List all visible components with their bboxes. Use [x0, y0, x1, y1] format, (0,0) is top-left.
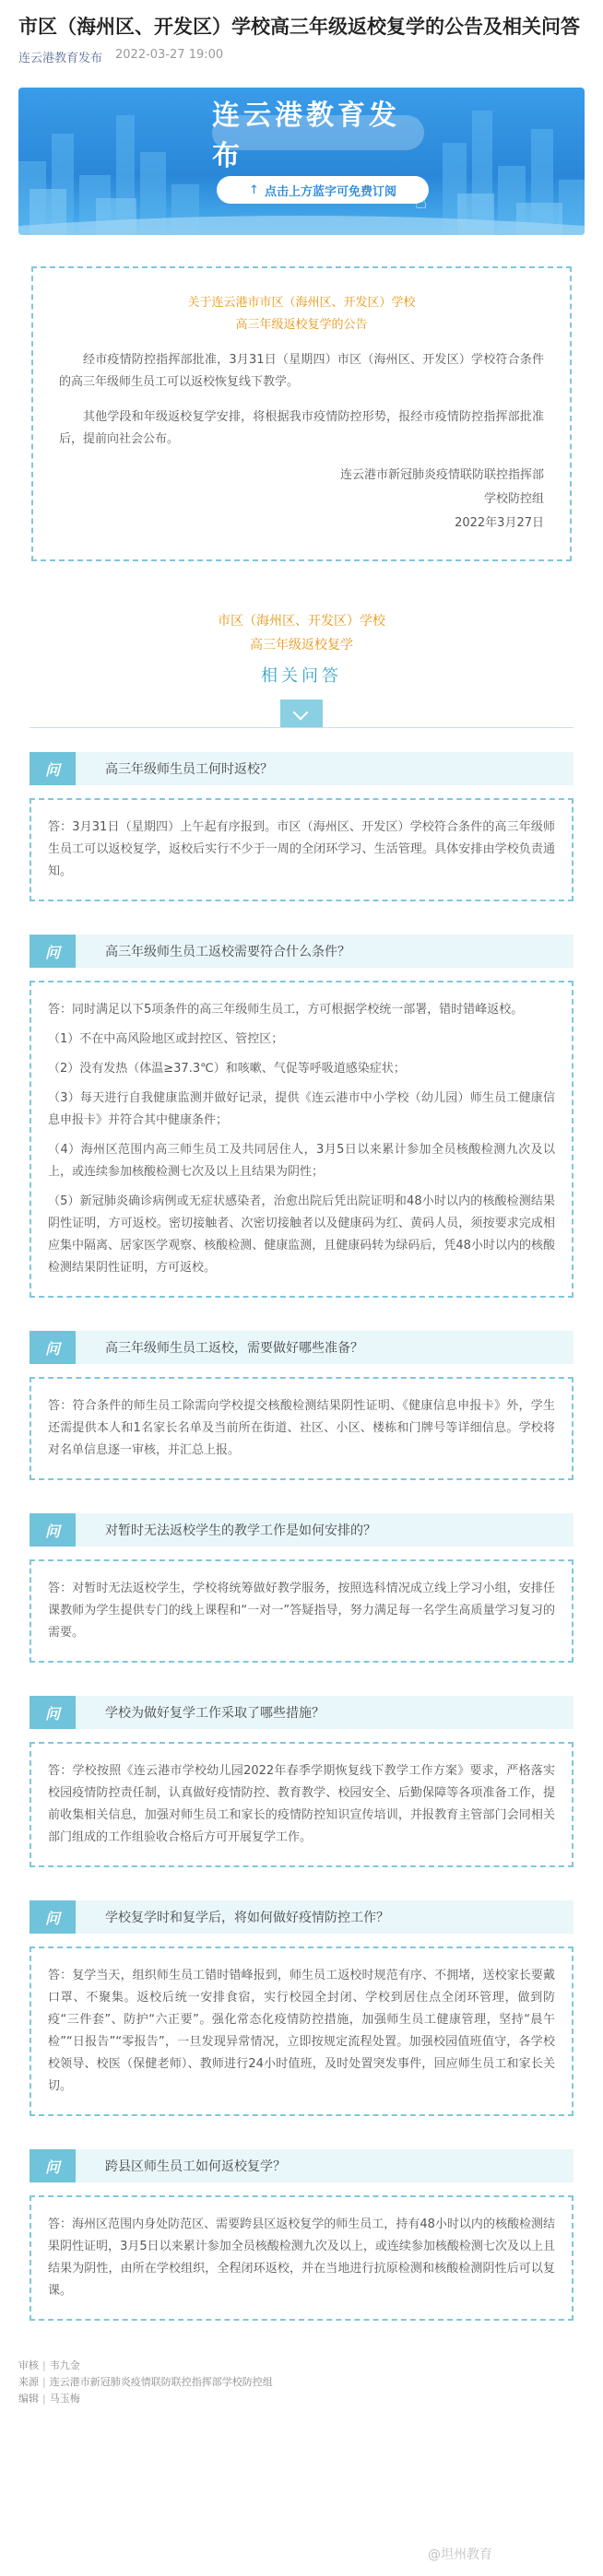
spacer	[18, 901, 585, 935]
qa-heading-title: 相关问答	[261, 666, 342, 686]
question-row	[30, 935, 573, 968]
question-text: 对暂时无法返校学生的教学工作是如何安排的？	[105, 1523, 376, 1538]
answer-box	[30, 1377, 573, 1480]
qa-block	[30, 752, 573, 901]
qa-block	[30, 1696, 573, 1867]
qa-heading	[18, 609, 585, 727]
qa-list	[18, 752, 585, 2321]
subscribe-banner[interactable]	[18, 88, 585, 235]
answer-paragraph: （4）海州区范围内高三师生员工及共同居住人，3月5日以来累计参加全员核酸检测九次及以上，或连续参加核酸检测七次及以上且结果为阴性；	[48, 1143, 555, 1179]
answer-box	[30, 981, 573, 1298]
answer-box	[30, 1742, 573, 1867]
notice-paragraph: 其他学段和年级返校复学安排，将根据我市疫情防控形势，报经市疫情防控指挥部批准后，提前向社会公布。	[59, 410, 544, 446]
question-text: 学校为做好复学工作采取了哪些措施？	[105, 1706, 325, 1721]
answer-paragraph: 答：海州区范围内身处防范区、需要跨县区返校复学的师生员工，持有48小时以内的核酸检测结果阴性证明，3月5日以来累计参加全员核酸检测九次及以上，或连续参加核酸检测七次及以上且结果为阴性，由所在学校组织，全程闭环返校，并在当地进行抗原检测和核酸检测阴性后可以复课。	[48, 2217, 555, 2298]
article-title: 市区（海州区、开发区）学校高三年级返校复学的公告及相关问答	[18, 16, 580, 38]
qa-block	[30, 1331, 573, 1480]
arrow-up-icon: ↑	[249, 182, 259, 197]
notice-paragraph: 经市疫情防控指挥部批准，3月31日（星期四）市区（海州区、开发区）学校符合条件的高三年级师生员工可以返校恢复线下教学。	[59, 353, 544, 389]
publish-date: 2022-03-27 19:00	[115, 48, 224, 62]
answer-paragraph: （5）新冠肺炎确诊病例或无症状感染者，治愈出院后凭出院证明和48小时以内的核酸检测结果阴性证明，方可返校。密切接触者、次密切接触者以及健康码为红、黄码人员，须按要求完成相应集中隔离、居家医学观察、核酸检测、健康监测，且健康码转为绿码后，凭48小时以内的核酸检测结果阴性证明，方可返校。	[48, 1194, 555, 1275]
notice-title-line-2: 高三年级返校复学的公告	[235, 318, 368, 332]
question-row	[30, 1331, 573, 1364]
answer-paragraph: （2）没有发热（体温≥37.3℃）和咳嗽、气促等呼吸道感染症状；	[48, 1062, 406, 1076]
answer-paragraph: 答：学校按照《连云港市学校幼儿园2022年春季学期恢复线下教学工作方案》要求，严格落实校园疫情防控责任制，认真做好疫情防控、教育教学、校园安全、后勤保障等各项准备工作，提前收集相关信息，加强对师生员工和家长的疫情防控知识宣传培训，并报教育主管部门会同相关部门组成的工作组验收合格后方可开展复学工作。	[48, 1764, 555, 1844]
signature-dept: 学校防控组	[483, 492, 544, 506]
footer-editor: 编辑 | 马玉梅	[18, 2393, 80, 2405]
answer-paragraph: 答：3月31日（星期四）上午起有序报到。市区（海州区、开发区）学校符合条件的高三年级师生员工可以返校复学，返校后实行不少于一周的全闭环学习、生活管理。具体安排由学校负责通知。	[48, 820, 555, 878]
qa-block	[30, 1900, 573, 2116]
question-row	[30, 2149, 573, 2182]
question-row	[30, 1513, 573, 1547]
notice-box	[31, 266, 572, 561]
question-badge-icon: 问	[30, 1513, 76, 1547]
answer-paragraph: （1）不在中高风险地区或封控区、管控区；	[48, 1032, 284, 1046]
spacer	[18, 1867, 585, 1900]
question-text: 跨县区师生员工如何返校复学？	[105, 2159, 286, 2174]
answer-paragraph: 答：符合条件的师生员工除需向学校提交核酸检测结果阴性证明、《健康信息申报卡》外，学生还需提供本人和1名家长名单及当前所在街道、社区、小区、楼栋和门牌号等详细信息。学校将对名单信息逐一审核，并汇总上报。	[48, 1399, 555, 1457]
qa-block	[30, 935, 573, 1298]
footer-source: 来源 | 连云港市新冠肺炎疫情联防联控指挥部学校防控组	[18, 2376, 273, 2388]
pointing-hand-icon: ☝	[415, 191, 428, 214]
article-footer	[18, 2358, 585, 2407]
question-badge-icon: 问	[30, 1331, 76, 1364]
qa-block	[30, 2149, 573, 2321]
notice-title-line-1: 关于连云港市市区（海州区、开发区）学校	[187, 296, 416, 310]
question-badge-icon: 问	[30, 1696, 76, 1729]
footer-reviewer: 审核 | 韦九金	[18, 2359, 80, 2371]
question-badge-icon: 问	[30, 1900, 76, 1934]
question-text: 高三年级师生员工返校，需要做好哪些准备？	[105, 1341, 363, 1356]
qa-block	[30, 1513, 573, 1663]
answer-box	[30, 1947, 573, 2116]
watermark: @坦州教育	[428, 2547, 492, 2562]
account-name-link[interactable]: 连云港教育发布	[18, 52, 103, 65]
spacer	[18, 1298, 585, 1331]
question-text: 高三年级师生员工返校需要符合什么条件？	[105, 945, 350, 959]
answer-box	[30, 1559, 573, 1663]
signature-org: 连云港市新冠肺炎疫情联防联控指挥部	[339, 468, 544, 482]
article-meta	[18, 48, 585, 65]
answer-paragraph: 答：复学当天，组织师生员工错时错峰报到，师生员工返校时规范有序、不拥堵，送校家长要戴口罩、不聚集。返校后统一安排食宿，实行校园全封闭、学校到居住点全闭环管理，做到防疫“三件套”、防护“六正要”。强化常态化疫情防控措施，加强师生员工健康管理，坚持“晨午检”“日报告”“零报告”，一旦发现异常情况，立即按规定流程处置。加强校园值班值守，各学校校领导、校医（保健老师）、教师进行24小时值班，及时处置突发事件，回应师生员工和家长关切。	[48, 1969, 555, 2093]
qa-heading-line-1: 市区（海州区、开发区）学校	[218, 614, 385, 629]
answer-paragraph: 答：同时满足以下5项条件的高三年级师生员工，方可根据学校统一部署，错时错峰返校。	[48, 1003, 524, 1017]
question-row	[30, 1900, 573, 1934]
subscribe-text: 点击上方蓝字可免费订阅	[264, 184, 396, 199]
subscribe-pill[interactable]	[217, 176, 429, 204]
question-badge-icon: 问	[30, 2149, 76, 2182]
answer-box	[30, 798, 573, 901]
question-text: 高三年级师生员工何时返校？	[105, 762, 273, 777]
question-row	[30, 752, 573, 785]
spacer	[18, 1663, 585, 1696]
question-text: 学校复学时和复学后，将如何做好疫情防控工作？	[105, 1911, 389, 1925]
banner-brand-ribbon	[212, 100, 424, 172]
answer-paragraph: 答：对暂时无法返校学生，学校将统筹做好教学服务，按照选科情况成立线上学习小组，安排任课教师为学生提供专门的线上课程和“一对一”答疑指导，努力满足每一名学生高质量学习复习的需要。	[48, 1582, 555, 1640]
question-badge-icon: 问	[30, 935, 76, 968]
answer-paragraph: （3）每天进行自我健康监测并做好记录，提供《连云港市中小学校（幼儿园）师生员工健康信息申报卡》并符合其中健康条件；	[48, 1091, 555, 1127]
question-badge-icon: 问	[30, 752, 76, 785]
spacer	[18, 2116, 585, 2149]
question-row	[30, 1696, 573, 1729]
spacer	[18, 1480, 585, 1513]
answer-box	[30, 2195, 573, 2321]
notice-signature	[59, 464, 544, 535]
chevron-down-icon	[280, 700, 323, 727]
banner-brand: 连云港教育发布	[212, 100, 400, 172]
qa-heading-line-2: 高三年级返校复学	[250, 638, 353, 653]
signature-date: 2022年3月27日	[455, 516, 544, 530]
